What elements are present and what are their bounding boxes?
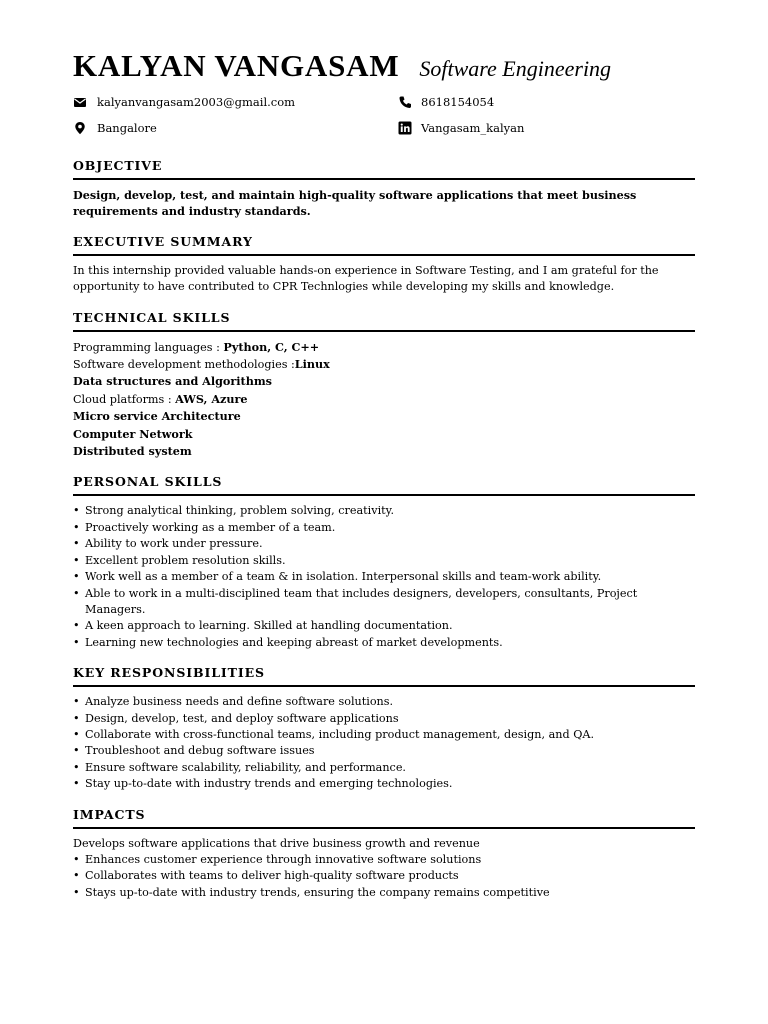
- section-title: EXECUTIVE SUMMARY: [73, 234, 695, 256]
- candidate-role: Software Engineering: [419, 56, 612, 81]
- impacts-intro: Develops software applications that drive business growth and revenue: [73, 836, 480, 850]
- technical-skills-list: [73, 339, 695, 461]
- location-text: Bangalore: [97, 121, 157, 135]
- responsibilities-section: [73, 665, 695, 792]
- skill-line: [73, 443, 695, 460]
- skill-value: Python, C, C++: [223, 339, 320, 354]
- phone-icon: [398, 95, 412, 109]
- skill-value: Linux: [294, 357, 330, 372]
- impacts-list: [73, 852, 695, 901]
- list-item: • Stays up-to-date with industry trends, ensuring the company remains competitive: [73, 885, 695, 901]
- skill-line: [73, 339, 695, 356]
- section-title: PERSONAL SKILLS: [73, 474, 695, 496]
- list-item: • Ensure software scalability, reliability, and performance.: [73, 760, 695, 776]
- contact-phone: [398, 92, 494, 112]
- skill-line: [73, 373, 695, 390]
- skill-label: Programming languages :: [73, 340, 224, 354]
- resume-header: [73, 46, 695, 86]
- section-title: KEY RESPONSIBILITIES: [73, 665, 695, 687]
- skill-line: [73, 408, 695, 425]
- linkedin-icon: [398, 121, 412, 135]
- list-item: • Able to work in a multi-disciplined team that includes designers, developers, consultants, Project Managers.: [73, 586, 695, 619]
- summary-section: [73, 234, 695, 296]
- skill-value: Micro service Architecture: [73, 409, 241, 424]
- technical-skills-section: [73, 310, 695, 461]
- skill-line: [73, 391, 695, 408]
- section-title: IMPACTS: [73, 807, 695, 829]
- list-item: • Strong analytical thinking, problem solving, creativity.: [73, 503, 695, 519]
- skill-value: Data structures and Algorithms: [73, 374, 272, 389]
- objective-text: Design, develop, test, and maintain high-quality software applications that meet business requirements and industry standards.: [73, 188, 637, 219]
- list-item: • Proactively working as a member of a team.: [73, 520, 695, 536]
- skill-line: [73, 356, 695, 373]
- contact-email: [73, 92, 295, 112]
- personal-skills-section: [73, 474, 695, 651]
- list-item: • Collaborate with cross-functional teams, including product management, design, and QA.: [73, 727, 695, 743]
- skill-value: Distributed system: [73, 444, 192, 459]
- objective-section: [73, 158, 695, 220]
- list-item: • Analyze business needs and define software solutions.: [73, 694, 695, 710]
- skill-value: AWS, Azure: [175, 391, 248, 406]
- list-item: • Collaborates with teams to deliver high-quality software products: [73, 868, 695, 884]
- personal-skills-list: [73, 503, 695, 651]
- section-title: OBJECTIVE: [73, 158, 695, 180]
- skill-label: Software development methodologies :: [73, 358, 295, 372]
- email-text: kalyanvangasam2003@gmail.com: [97, 95, 296, 109]
- list-item: • Stay up-to-date with industry trends and emerging technologies.: [73, 776, 695, 792]
- resume-page: [73, 46, 695, 901]
- contact-block: [73, 92, 695, 144]
- contact-location: [73, 118, 157, 138]
- list-item: • A keen approach to learning. Skilled at handling documentation.: [73, 618, 695, 634]
- contact-linkedin: [398, 118, 524, 138]
- summary-text: In this internship provided valuable hands-on experience in Software Testing, and I am grateful for the opportunity to have contributed to CPR Technlogies while developing my skills and knowledge.: [73, 263, 659, 294]
- list-item: • Enhances customer experience through innovative software solutions: [73, 852, 695, 868]
- list-item: • Design, develop, test, and deploy software applications: [73, 711, 695, 727]
- location-pin-icon: [73, 121, 87, 135]
- list-item: • Ability to work under pressure.: [73, 536, 695, 552]
- phone-text: 8618154054: [421, 95, 495, 109]
- envelope-icon: [73, 95, 87, 109]
- skill-label: Cloud platforms :: [73, 392, 176, 406]
- skill-value: Computer Network: [73, 426, 193, 441]
- list-item: • Work well as a member of a team & in isolation. Interpersonal skills and team-work ability.: [73, 569, 695, 585]
- section-title: TECHNICAL SKILLS: [73, 310, 695, 332]
- list-item: • Troubleshoot and debug software issues: [73, 743, 695, 759]
- list-item: • Excellent problem resolution skills.: [73, 553, 695, 569]
- responsibilities-list: [73, 694, 695, 792]
- linkedin-text: Vangasam_kalyan: [421, 121, 525, 135]
- skill-line: [73, 426, 695, 443]
- candidate-name: KALYAN VANGASAM: [73, 48, 400, 83]
- impacts-section: [73, 807, 695, 902]
- list-item: • Learning new technologies and keeping abreast of market developments.: [73, 635, 695, 651]
